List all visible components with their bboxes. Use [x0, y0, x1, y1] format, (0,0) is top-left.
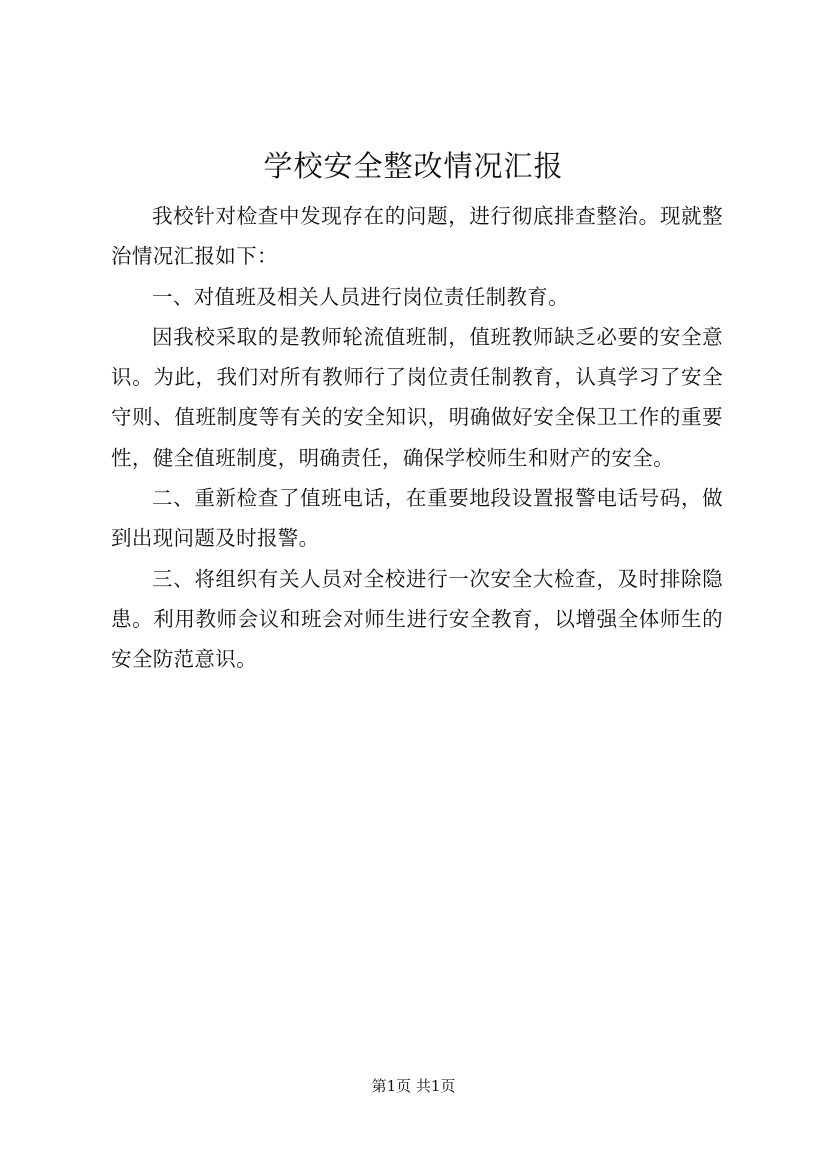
- item-two-paragraph: 二、重新检查了值班电话，在重要地段设置报警电话号码，做到出现问题及时报警。: [111, 486, 723, 551]
- document-title: 学校安全整改情况汇报: [263, 149, 564, 183]
- item-three-paragraph: 三、将组织有关人员对全校进行一次安全大检查，及时排除隐患。利用教师会议和班会对师生进行安全教育，以增强全体师生的安全防范意识。: [111, 566, 723, 672]
- document-body: [111, 196, 723, 680]
- intro-paragraph: 我校针对检查中发现存在的问题，进行彻底排查整治。现就整治情况汇报如下：: [111, 204, 723, 269]
- item-one-heading: 一、对值班及相关人员进行岗位责任制教育。: [152, 284, 569, 309]
- item-one-detail-paragraph: 因我校采取的是教师轮流值班制，值班教师缺乏必要的安全意识。为此，我们对所有教师行了岗位责任制教育，认真学习了安全守则、值班制度等有关的安全知识，明确做好安全保卫工作的重要性，健全值班制度，明确责任，确保学校师生和财产的安全。: [111, 324, 723, 470]
- page-number-footer: 第1页 共1页: [371, 1077, 456, 1095]
